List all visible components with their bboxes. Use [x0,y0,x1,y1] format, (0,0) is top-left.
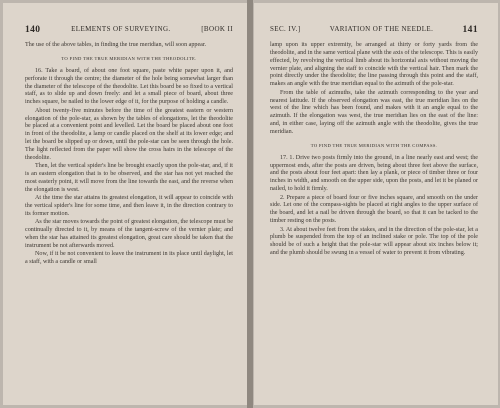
book-gutter [247,0,253,408]
right-page-header [270,25,478,35]
running-head: ELEMENTS OF SURVEYING. [71,25,171,33]
page-number: 140 [25,25,41,35]
paragraph: As the star moves towards the point of greatest elongation, the telescope must be continually directed to it, by means of the tangent-screw of the vernier plate; and when the star has attained its greatest elongation, great care should be taken that the instrument be not afterwards moved. [25,219,233,249]
paragraph: 2. Prepare a piece of board four or five inches square, and smooth on the under side. Let one of the compass-sights be placed at right angles to the upper surface of the board, and let a nail be driven through the board, so that it can be tacked to the timber resting on the posts. [270,194,478,225]
paragraph: Then, let the vertical spider's line be brought exactly upon the pole-star, and, if it is an eastern elongation that is to be observed, and the star has not yet reached the most easterly point, it will move from the line towards the east, and the reverse when the elongation is west. [25,163,233,193]
section-title: TO FIND THE TRUE MERIDIAN WITH THE COMPASS. [310,142,438,148]
section-title: TO FIND THE TRUE MERIDIAN WITH THE THEODOLITE. [61,55,197,61]
paragraph: About twenty-five minutes before the time of the greatest eastern or western elongation of the pole-star, as shown by the tables of elongations, let the theodolite be placed at a convenient point and levelled. Let the board be placed about one foot in front of the theodolite, a lamp or candle placed on the shelf at its lower edge; and let the board be slipped up or down, until the pole-star can be seen through the hole. The light reflected from the paper will show the cross hairs in the telescope of the theodolite. [25,107,233,161]
paragraph: 3. At about twelve feet from the stakes, and in the direction of the pole-star, let a plumb be suspended from the top of an inclined stake or pole. The top of the pole should be of such a height that the pole-star will appear about six inches below it; and the plumb should be swung in a vessel of water to prevent it from vibrating. [270,226,478,257]
left-page-header [25,25,233,35]
paragraph: lamp upon its upper extremity, be arranged at thirty or forty yards from the theodolite, and in the same vertical plane with the axis of the telescope. This is easily effected, by revolving the vertical limb about its horizontal axis without moving the vernier plate, and aligning the staff to coincide with the vertical hair. Then mark the point directly under the theodolite; the line passing through this point and the staff, makes an angle with the true meridian equal to the azimuth of the pole-star. [270,42,478,88]
paragraph: Now, if it be not convenient to leave the instrument in its place until daylight, let a staff, with a candle or small [25,251,233,266]
intro-paragraph: The use of the above tables, in finding the true meridian, will soon appear. [25,42,207,48]
section-label: SEC. IV.] [270,25,301,33]
paragraph: 16. Take a board, of about one foot square, paste white paper upon it, and perforate it through the centre; the diameter of the hole being somewhat larger than the diameter of the telescope of the theodolite. Let this board be so fixed to a vertical staff, as to slide up and down freely: and let a small piece of board, about three inches square, be nailed to the lower edge of it, for the purpose of holding a candle. [25,67,233,106]
page-number: 141 [462,25,478,35]
right-page [254,3,498,405]
left-page [3,3,247,405]
book-label: [BOOK II [201,25,233,33]
running-head: VARIATION OF THE NEEDLE. [329,25,434,33]
paragraph: 17. 1. Drive two posts firmly into the ground, in a line nearly east and west; the uppermost ends, after the posts are driven, being about three feet above the surface, and the posts about four feet apart: then lay a plank, or piece of timber three or four inches in width, and smooth on the upper side, upon the posts, and let it be planed or nailed, to hold it firmly. [270,154,478,193]
paragraph: At the time the star attains its greatest elongation, it will appear to coincide with the vertical spider's line for some time, and then leave it, in the direction contrary to its former motion. [25,195,233,217]
paragraph: From the table of azimuths, take the azimuth corresponding to the year and nearest latitude. If the observed elongation was east, the true meridian lies on the west of the line which has been found, and makes with it an angle equal to the azimuth. If the elongation was west, the true meridian lies on the east of the line: and, in either case, laying off the azimuth angle with the theodolite, gives the true meridian. [270,89,478,135]
